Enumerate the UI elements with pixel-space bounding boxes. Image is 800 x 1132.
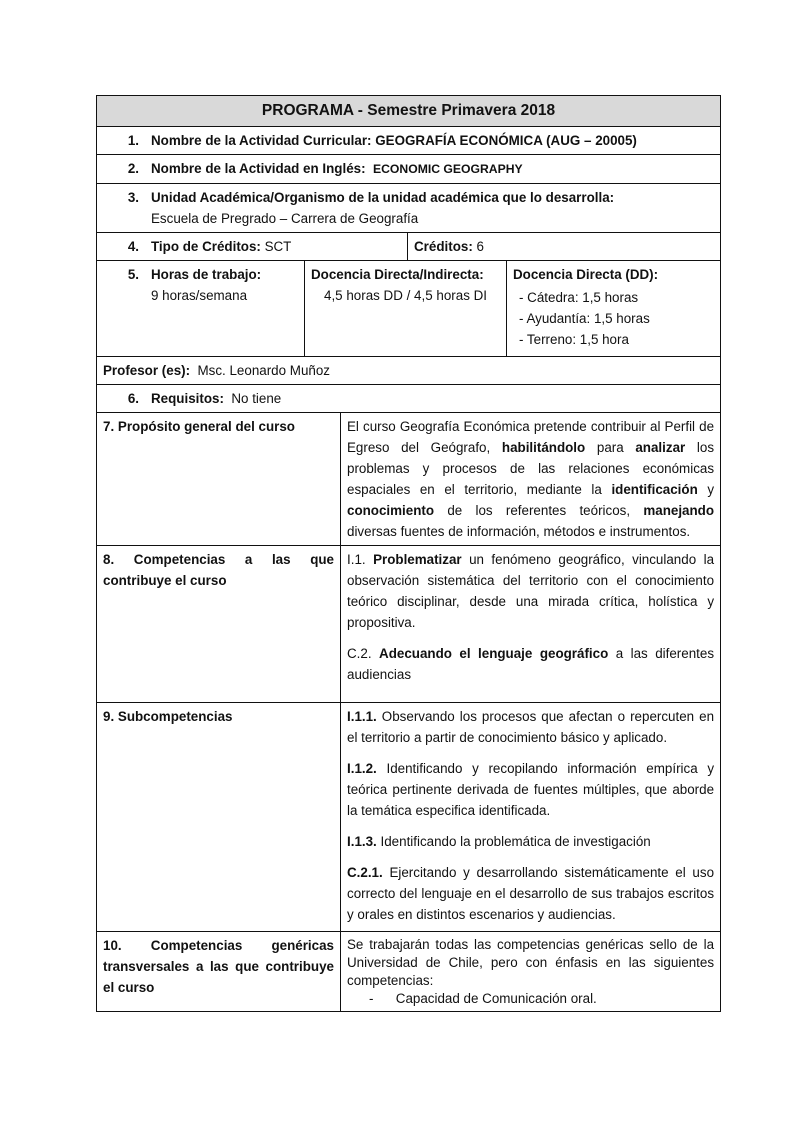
field-value: Msc. Leonardo Muñoz: [190, 363, 330, 378]
program-title-bold: PROGRAMA: [261, 102, 354, 119]
generic-competencies-text: [341, 932, 721, 1012]
field-label: Unidad Académica/Organismo de la unidad académica que lo desarrolla:: [151, 190, 615, 205]
program-title: [97, 96, 721, 127]
section-label: 7. Propósito general del curso: [103, 419, 295, 434]
credits-value: 6: [472, 239, 484, 254]
program-table: [96, 95, 721, 1012]
section-label: 8. Competencias a las que contribuye el curso: [103, 552, 334, 588]
field-label: Nombre de la Actividad Curricular:: [151, 133, 372, 148]
row-competencies: [97, 546, 721, 703]
subcompetency-item: C.2.1. Ejercitando y desarrollando sistemáticamente el uso correcto del lenguaje en el desarrollo de sus trabajos escritos y orales en distintos escenarios y audiencias.: [347, 865, 715, 922]
field-value: SCT: [260, 239, 292, 254]
list-item: - Cátedra: 1,5 horas: [519, 290, 639, 305]
section-label: 10. Competencias genéricas transversales a las que contribuye el curso: [103, 938, 334, 995]
row-number: 5.: [127, 267, 139, 282]
field-label: Nombre de la Actividad en Inglés:: [151, 161, 366, 176]
competency-item: C.2. Adecuando el lenguaje geográfico a las diferentes audiencias: [347, 646, 715, 682]
row-english-name: [97, 155, 721, 184]
row-number: 4.: [127, 239, 139, 254]
subcompetencies-text: [341, 703, 721, 932]
competencies-text: [341, 546, 721, 703]
row-subcompetencies: [97, 703, 721, 932]
purpose-text: El curso Geografía Económica pretende contribuir al Perfil de Egreso del Geógrafo, habilitándolo para analizar los problemas y procesos de las relaciones económicas espaciales en el territorio, mediante la identificación y conocimiento de los referentes teóricos, manejando diversas fuentes de información, métodos e instrumentos.: [341, 413, 721, 546]
row-purpose: [97, 413, 721, 546]
subcompetency-item: I.1.1. Observando los procesos que afectan o repercuten en el territorio a partir de conocimiento básico y aplicado.: [347, 709, 715, 745]
program-title-rest: - Semestre Primavera 2018: [353, 102, 556, 119]
row-number: 2.: [127, 161, 139, 176]
list-item: - Ayudantía: 1,5 horas: [519, 311, 650, 326]
field-label: Profesor (es):: [103, 363, 191, 378]
field-value: GEOGRAFÍA ECONÓMICA (AUG – 20005): [371, 133, 637, 148]
row-generic-competencies: [97, 932, 721, 1012]
field-value: No tiene: [223, 391, 282, 406]
dd-di-label: Docencia Directa/Indirecta:: [311, 267, 484, 282]
list-item: - Capacidad de Comunicación oral.: [369, 991, 597, 1006]
field-label: Tipo de Créditos:: [151, 239, 261, 254]
row-activity-name: [97, 127, 721, 155]
field-value: Escuela de Pregrado – Carrera de Geografía: [151, 211, 419, 226]
list-item: - Terreno: 1,5 hora: [519, 332, 629, 347]
field-label: Horas de trabajo:: [151, 267, 262, 282]
dd-list: [513, 287, 714, 350]
row-number: 6.: [127, 391, 139, 406]
row-credit-type: [97, 233, 721, 261]
program-document: [96, 95, 720, 1012]
dd-di-value: 4,5 horas DD / 4,5 horas DI: [324, 288, 487, 303]
row-professor: [97, 357, 721, 385]
field-value: ECONOMIC GEOGRAPHY: [373, 162, 523, 176]
generic-competencies-intro: Se trabajarán todas las competencias genéricas sello de la Universidad de Chile, pero con énfasis en las siguientes competencias:: [347, 937, 715, 988]
credits-label: Créditos:: [414, 239, 473, 254]
field-value: 9 horas/semana: [151, 288, 248, 303]
row-work-hours: [97, 261, 721, 357]
row-academic-unit: [97, 184, 721, 233]
subcompetency-item: I.1.2. Identificando y recopilando información empírica y teórica pertinente derivada de fuentes múltiples, que aborde la temática especifica identificada.: [347, 761, 715, 818]
competency-item: I.1. Problematizar un fenómeno geográfico, vinculando la observación sistemática del territorio con el conocimiento teórico disciplinar, desde una mirada crítica, holística y propositiva.: [347, 552, 715, 630]
section-label: 9. Subcompetencias: [103, 709, 233, 724]
header-row: [97, 96, 721, 127]
dd-label: Docencia Directa (DD):: [513, 267, 659, 282]
row-number: 1.: [127, 133, 139, 148]
row-number: 3.: [127, 190, 139, 205]
subcompetency-item: I.1.3. Identificando la problemática de investigación: [347, 834, 651, 849]
row-requirements: [97, 385, 721, 413]
field-label: Requisitos:: [151, 391, 224, 406]
